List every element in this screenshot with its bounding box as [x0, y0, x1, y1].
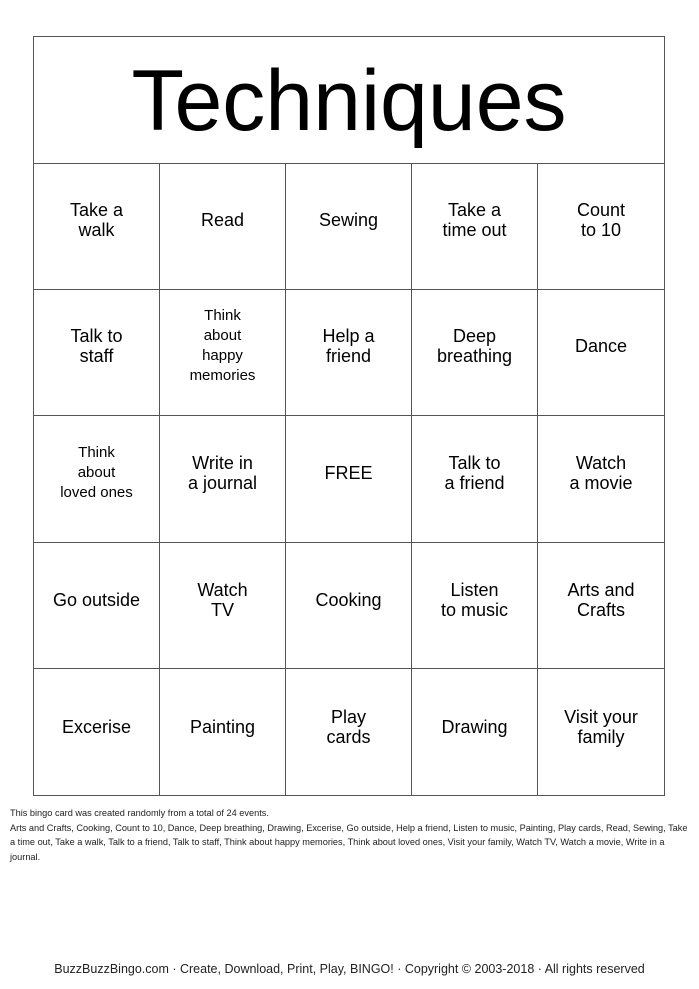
cell-text-line: Deep: [452, 326, 497, 347]
cell-text-line: Dance: [574, 336, 628, 357]
cell-text-line: about: [203, 327, 242, 345]
bingo-cell: [538, 416, 664, 543]
bingo-cell: [286, 290, 412, 417]
card-note: [10, 806, 690, 864]
cell-text-line: Help a: [322, 326, 375, 347]
bingo-cell: [412, 543, 538, 670]
cell-text-line: Crafts: [576, 599, 625, 620]
cell-text-line: Painting: [189, 716, 256, 737]
bingo-cell: [34, 416, 160, 543]
cell-text-line: Excerise: [61, 716, 132, 737]
cell-text-line: family: [577, 726, 625, 747]
note-events-list: Arts and Crafts, Cooking, Count to 10, Dance, Deep breathing, Drawing, Excerise, Go outside, Help a friend, Listen to music, Painting, Play cards, Read, Sewing, Take a time out, Take a walk, Talk to a friend, Talk to staff, Think about happy memories, Think about loved ones, Visit your family, Watch TV, Watch a movie, Write in a journal.: [10, 822, 688, 862]
cell-text-line: memories: [189, 367, 256, 385]
bingo-cell: [286, 543, 412, 670]
cell-text-line: staff: [79, 346, 114, 367]
cell-text-line: Think: [204, 307, 241, 325]
cell-text-line: to music: [440, 599, 509, 620]
bingo-cell: [412, 163, 538, 290]
bingo-cell: [286, 669, 412, 796]
bingo-cell: [412, 669, 538, 796]
cell-text-line: loved ones: [60, 483, 133, 501]
cell-text-line: walk: [78, 219, 115, 240]
cell-text-line: cards: [326, 726, 371, 747]
cell-text-line: Watch: [197, 579, 248, 600]
cell-text-line: about: [77, 463, 116, 481]
bingo-card: [33, 36, 665, 796]
cell-text-line: Talk to: [70, 326, 123, 347]
cell-text-line: Watch: [575, 452, 627, 473]
bingo-cell: [34, 163, 160, 290]
bingo-cell: [34, 543, 160, 670]
cell-text-line: Write in: [192, 452, 253, 473]
bingo-cell: [538, 290, 664, 417]
cell-text-line: TV: [210, 599, 234, 620]
cell-text-line: happy: [202, 347, 243, 365]
cell-text-line: Take a: [447, 199, 502, 220]
bingo-cell: [538, 163, 664, 290]
cell-text-line: Take a: [69, 199, 124, 220]
cell-text-line: Drawing: [441, 716, 508, 737]
bingo-cell: [160, 290, 286, 417]
bingo-cell: [160, 669, 286, 796]
bingo-cell: [160, 543, 286, 670]
cell-text-line: a journal: [187, 472, 258, 493]
cell-text-line: Think: [78, 443, 115, 461]
cell-text-line: Count: [576, 199, 626, 220]
bingo-cell: [160, 416, 286, 543]
bingo-cell: [538, 669, 664, 796]
cell-text-line: time out: [442, 219, 507, 240]
bingo-cell: [412, 416, 538, 543]
note-intro: This bingo card was created randomly from a total of 24 events.: [10, 808, 269, 818]
cell-text-line: Listen: [450, 579, 499, 600]
bingo-cell: [34, 290, 160, 417]
cell-text-line: to 10: [580, 219, 622, 240]
cell-text-line: Sewing: [318, 209, 379, 230]
bingo-cell: [538, 543, 664, 670]
footer: BuzzBuzzBingo.com · Create, Download, Print, Play, BINGO! · Copyright © 2003-2018 · All rights reserved: [54, 962, 645, 976]
cell-text-line: a friend: [444, 472, 505, 493]
cell-text-line: a movie: [569, 472, 633, 493]
cell-text-line: Talk to: [448, 452, 501, 473]
title-row: [34, 37, 664, 164]
cell-text-line: Go outside: [52, 589, 141, 610]
cell-text-line: Arts and: [567, 579, 635, 600]
cell-text-line: Read: [200, 209, 245, 230]
cell-text-line: Play: [330, 706, 366, 727]
card-title: Techniques: [131, 53, 567, 149]
bingo-cell: [286, 416, 412, 543]
cell-text-line: Visit your: [564, 706, 638, 727]
cell-text-line: friend: [325, 346, 372, 367]
bingo-cell: [160, 163, 286, 290]
bingo-cell: [412, 290, 538, 417]
bingo-cell: [286, 163, 412, 290]
bingo-cell: [34, 669, 160, 796]
bingo-grid: [34, 163, 664, 796]
cell-text-line: Cooking: [315, 589, 382, 610]
cell-text-line: breathing: [436, 346, 513, 367]
cell-text-line: FREE: [324, 462, 373, 483]
